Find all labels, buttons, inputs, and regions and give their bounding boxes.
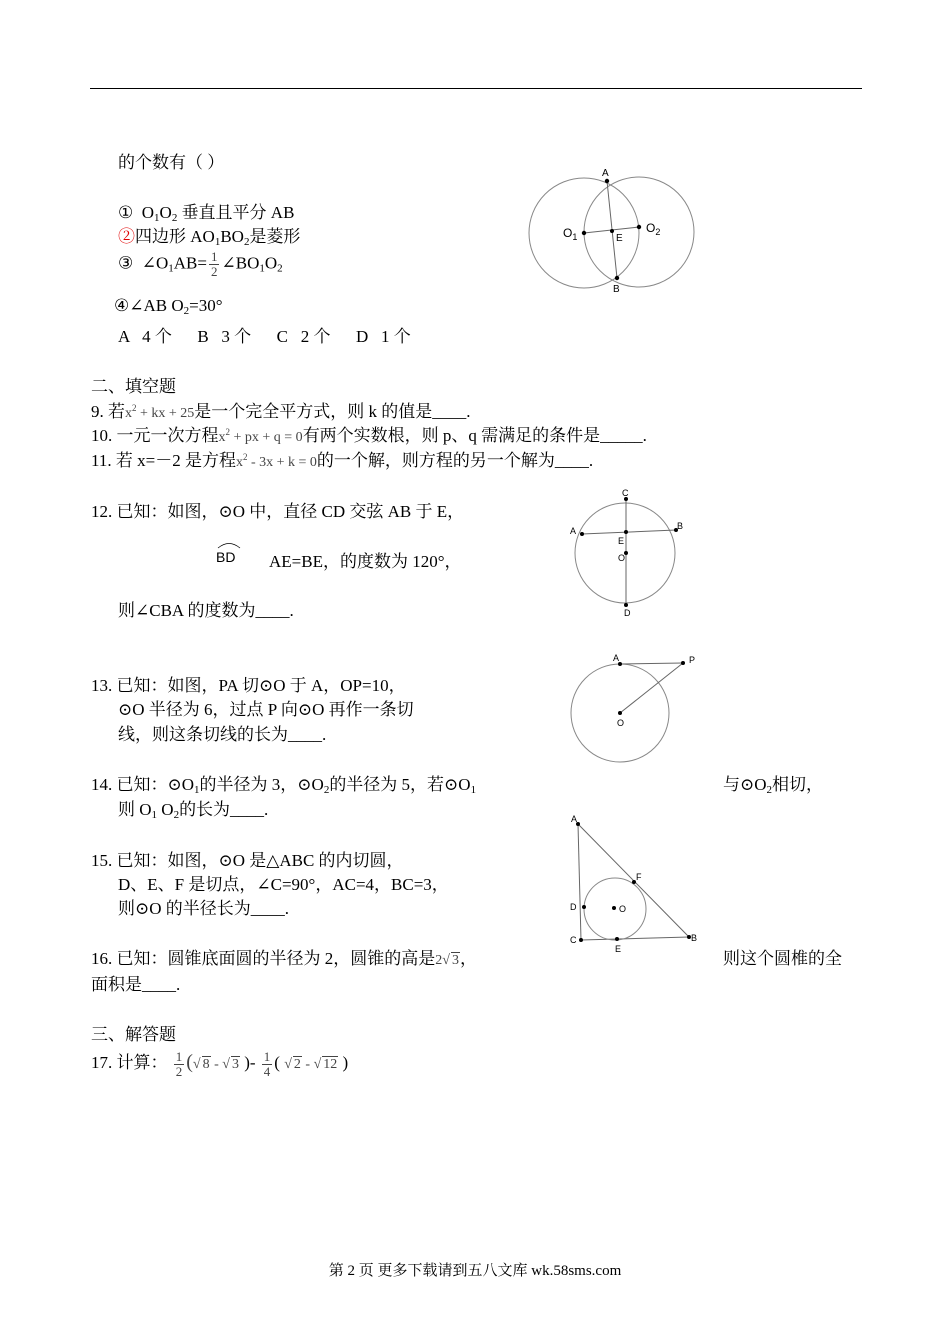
q8-option-2: ②四边形 $AO_1BO_2$是菱形 <box>118 227 301 248</box>
q15-label-E: E <box>615 944 622 954</box>
q12-label-A: A <box>570 526 577 536</box>
q15-label-C: C <box>570 935 577 945</box>
q12-label-D: D <box>624 608 631 618</box>
q17: 17. 计算： $\frac{1}{2}$ (√ 8 - √ 3 )- $\frac{1}{4}$ ( √ 2 - √ 12 ) <box>91 1048 349 1079</box>
q12-figure <box>565 485 690 620</box>
q13-label-P: P <box>689 655 696 665</box>
q12-line1: 12. 已知：如图，⊙O 中，直径 CD 交弦 AB 于 E， <box>91 502 465 521</box>
q15-line2: D、E、F 是切点，∠C=90°，AC=4，BC=3， <box>118 875 449 894</box>
q12-line2: AE=BE，的度数为 120°， <box>269 552 462 571</box>
q15-label-O: O <box>619 904 627 914</box>
section-2-title: 二、填空题 <box>91 377 176 396</box>
q8-figure <box>525 165 700 300</box>
q14-line2: 则 $O_1$ $O_2$的长为____. <box>118 800 269 821</box>
q14-line1: 14. 已知：$⊙O_1$的半径为 3，$⊙O_2$的半径为 5，若$⊙O_1$ <box>91 775 477 796</box>
fraction-half: $\frac{1}{2}$ <box>175 1048 183 1079</box>
q13-figure <box>565 650 705 765</box>
q15-label-D: D <box>570 902 577 912</box>
fraction-quarter: $\frac{1}{4}$ <box>263 1048 271 1079</box>
q13-label-O: O <box>617 718 625 728</box>
q14-line1-right: 与$⊙O_2$相切， <box>723 775 824 796</box>
q10: 10. 一元一次方程$x^2$ + px + q = 0有两个实数根，则 p、q 需满足的条件是_____. <box>91 426 647 445</box>
q15-figure <box>565 810 705 955</box>
q8-label-O2: $O_2$ <box>646 221 661 237</box>
q15-label-A: A <box>571 814 578 824</box>
q8-label-O1: $O_1$ <box>563 226 578 242</box>
q12-label-B: B <box>677 521 684 531</box>
q13-line2: ⊙O 半径为 6，过点 P 向⊙O 再作一条切 <box>118 700 414 719</box>
q13-line3: 线，则这条切线的长为____. <box>118 725 327 744</box>
q13-label-A: A <box>613 653 620 663</box>
q11: 11. 若 x=－2 是方程$x^2 - 3x + k = 0$的一个解，则方程的另一个解为____. <box>91 451 594 470</box>
q15-line1: 15. 已知：如图，⊙O 是△ABC 的内切圆， <box>91 851 404 870</box>
q16-line2: 面积是____. <box>91 975 181 994</box>
q12-arc-bd: BD <box>216 547 235 567</box>
q9: 9. 若$x^2$ + kx + 25是一个完全平方式，则 k 的值是____. <box>91 402 471 421</box>
q12-line3: 则∠CBA 的度数为____. <box>118 601 294 620</box>
page-footer: 第 2 页 更多下载请到五八文库 wk.58sms.com <box>328 1263 622 1279</box>
q8-label-E: E <box>616 233 623 244</box>
q13-line1: 13. 已知：如图，PA 切⊙O 于 A，OP=10， <box>91 676 406 695</box>
q12-label-C: C <box>622 488 629 498</box>
q8-option-3: ③ $\angle O_1AB=$ $\frac{1}{2}$ $\angle BO_1O_2$ <box>118 249 283 279</box>
q8-label-B: B <box>613 284 620 295</box>
q8-option-4: ④∠AB $O_2=30^\circ$ <box>114 296 223 317</box>
q15-line3: 则⊙O 的半径长为____. <box>118 899 290 918</box>
q12-label-E: E <box>618 536 625 546</box>
q8-option-1: ① $O_1O_2$ 垂直且平分 AB <box>118 203 295 224</box>
q8-tail: 的个数有（ ） <box>118 153 225 172</box>
header-rule <box>90 88 862 89</box>
q8-choices: A 4 个 B 3 个 C 2 个 D 1 个 <box>118 327 411 346</box>
q16-line1: 16. 已知：圆锥底面圆的半径为 2，圆锥的高是2√ 3， <box>91 949 477 968</box>
q15-label-B: B <box>691 933 698 943</box>
q15-label-F: F <box>636 872 642 882</box>
q12-label-O: O <box>618 553 626 563</box>
q8-label-A: A <box>602 168 609 179</box>
q16-line1-right: 则这个圆椎的全 <box>723 949 842 968</box>
section-3-title: 三、解答题 <box>91 1025 176 1044</box>
fraction-one-half: $\frac{1}{2}$ <box>210 249 218 279</box>
